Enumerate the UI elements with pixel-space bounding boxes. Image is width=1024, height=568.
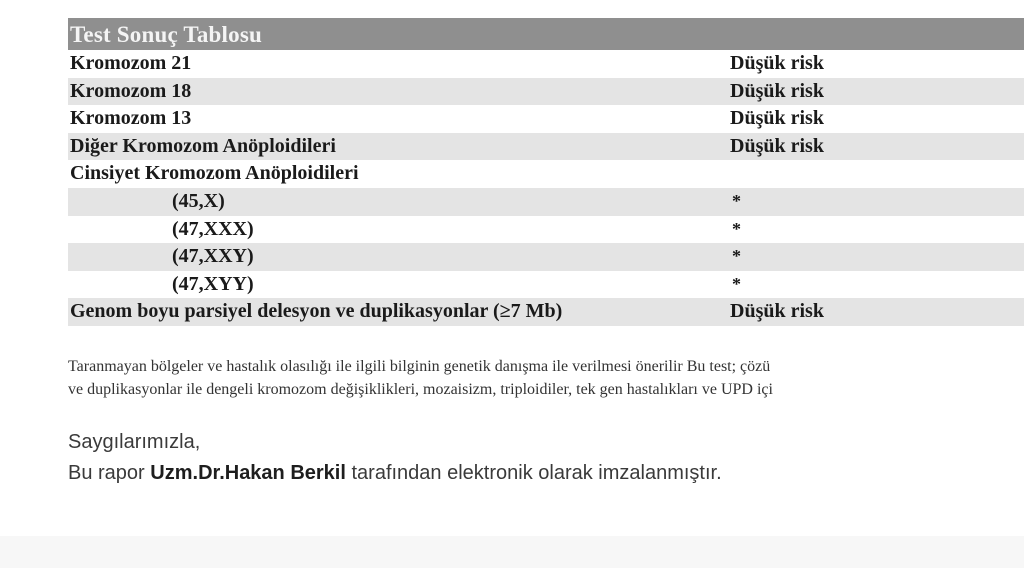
result-row-47xxy: [68, 243, 1024, 271]
result-row-47xyy: [68, 271, 1024, 299]
result-row-chromosome-18: [68, 78, 1024, 106]
signature-block: [68, 427, 722, 489]
row-value: Düşük risk: [730, 134, 824, 157]
row-label: Genom boyu parsiyel delesyon ve duplikasyonlar (≥7 Mb): [70, 300, 563, 323]
doctor-name: Uzm.Dr.Hakan Berkil: [150, 462, 346, 484]
greeting: Saygılarımızla,: [68, 431, 201, 453]
result-row-45x: [68, 188, 1024, 216]
result-row-chromosome-13: [68, 105, 1024, 133]
row-label: Cinsiyet Kromozom Anöploidileri: [70, 162, 359, 185]
row-value: *: [732, 273, 741, 294]
note-line-1: Taranmayan bölgeler ve hastalık olasılığı ile ilgili bilginin genetik danışma ile verilmesi önerilir Bu test; çözü: [68, 358, 771, 375]
result-row-other-aneuploidies: [68, 133, 1024, 161]
signature-line: [68, 458, 722, 489]
signature-suffix: tarafından elektronik olarak imzalanmıştır.: [351, 462, 722, 484]
row-label: Diğer Kromozom Anöploidileri: [70, 134, 336, 157]
row-label: Kromozom 18: [70, 79, 192, 102]
row-value: *: [732, 246, 741, 267]
table-title: Test Sonuç Tablosu: [68, 18, 1024, 50]
row-value: Düşük risk: [730, 107, 824, 130]
row-label: (45,X): [172, 189, 225, 212]
row-value: *: [732, 218, 741, 239]
test-result-table: [68, 18, 1024, 326]
disclaimer-note: [68, 355, 1024, 401]
row-value: Düşük risk: [730, 52, 824, 74]
note-line-2: ve duplikasyonlar ile dengeli kromozom değişiklikleri, mozaisizm, triploidiler, tek gen hastalıkları ve UPD içi: [68, 381, 773, 398]
row-value: Düşük risk: [730, 300, 824, 323]
row-value: Düşük risk: [730, 79, 824, 102]
row-label: Kromozom 21: [70, 52, 192, 74]
page-bottom-margin: [0, 536, 1024, 568]
row-label: Kromozom 13: [70, 107, 192, 130]
result-row-partial-deletions: [68, 298, 1024, 326]
result-row-sex-chromosome-aneuploidies: [68, 160, 1024, 188]
signature-prefix: Bu rapor: [68, 462, 145, 484]
row-label: (47,XYY): [172, 272, 254, 295]
result-row-47xxx: [68, 216, 1024, 244]
row-value: *: [732, 190, 741, 211]
row-label: (47,XXX): [172, 217, 254, 240]
result-row-chromosome-21: [68, 50, 1024, 78]
row-label: (47,XXY): [172, 245, 254, 268]
